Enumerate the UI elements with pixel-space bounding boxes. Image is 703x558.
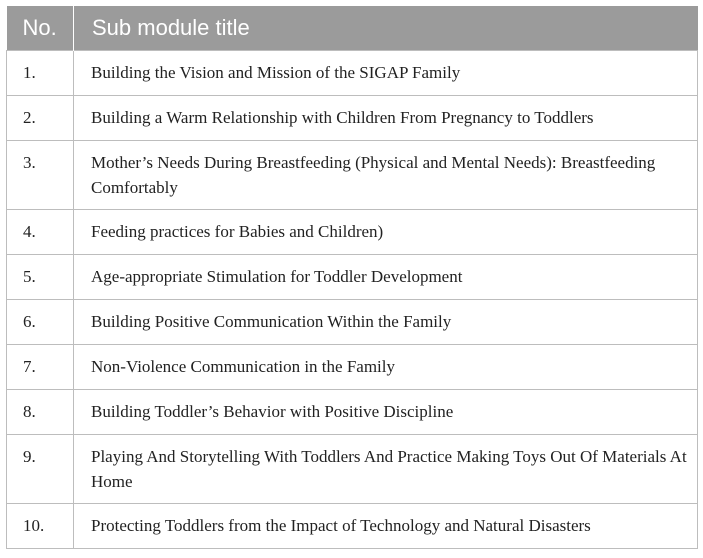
row-title: Building a Warm Relationship with Children From Pregnancy to Toddlers — [74, 96, 698, 141]
submodule-table — [6, 6, 698, 549]
row-number: 6. — [7, 300, 74, 345]
table-body — [7, 51, 698, 549]
table-row — [7, 300, 698, 345]
header-no: No. — [7, 6, 74, 51]
table-row — [7, 51, 698, 96]
table-row — [7, 504, 698, 549]
row-number: 7. — [7, 345, 74, 390]
table-row — [7, 390, 698, 435]
row-title: Feeding practices for Babies and Children) — [74, 210, 698, 255]
header-title: Sub module title — [74, 6, 698, 51]
row-title: Non-Violence Communication in the Family — [74, 345, 698, 390]
table-header — [7, 6, 698, 51]
row-number: 3. — [7, 141, 74, 210]
table-row — [7, 345, 698, 390]
row-title: Mother’s Needs During Breastfeeding (Physical and Mental Needs): Breastfeeding Comfortably — [74, 141, 698, 210]
submodule-table-container — [6, 6, 697, 549]
row-title: Building Positive Communication Within the Family — [74, 300, 698, 345]
row-title: Age-appropriate Stimulation for Toddler Development — [74, 255, 698, 300]
row-title: Playing And Storytelling With Toddlers And Practice Making Toys Out Of Materials At Home — [74, 435, 698, 504]
row-number: 2. — [7, 96, 74, 141]
table-row — [7, 210, 698, 255]
row-number: 4. — [7, 210, 74, 255]
row-number: 10. — [7, 504, 74, 549]
row-number: 8. — [7, 390, 74, 435]
row-title: Building Toddler’s Behavior with Positive Discipline — [74, 390, 698, 435]
table-row — [7, 141, 698, 210]
table-row — [7, 96, 698, 141]
row-title: Building the Vision and Mission of the SIGAP Family — [74, 51, 698, 96]
row-number: 9. — [7, 435, 74, 504]
table-row — [7, 435, 698, 504]
table-row — [7, 255, 698, 300]
row-number: 5. — [7, 255, 74, 300]
row-title: Protecting Toddlers from the Impact of Technology and Natural Disasters — [74, 504, 698, 549]
row-number: 1. — [7, 51, 74, 96]
header-row — [7, 6, 698, 51]
